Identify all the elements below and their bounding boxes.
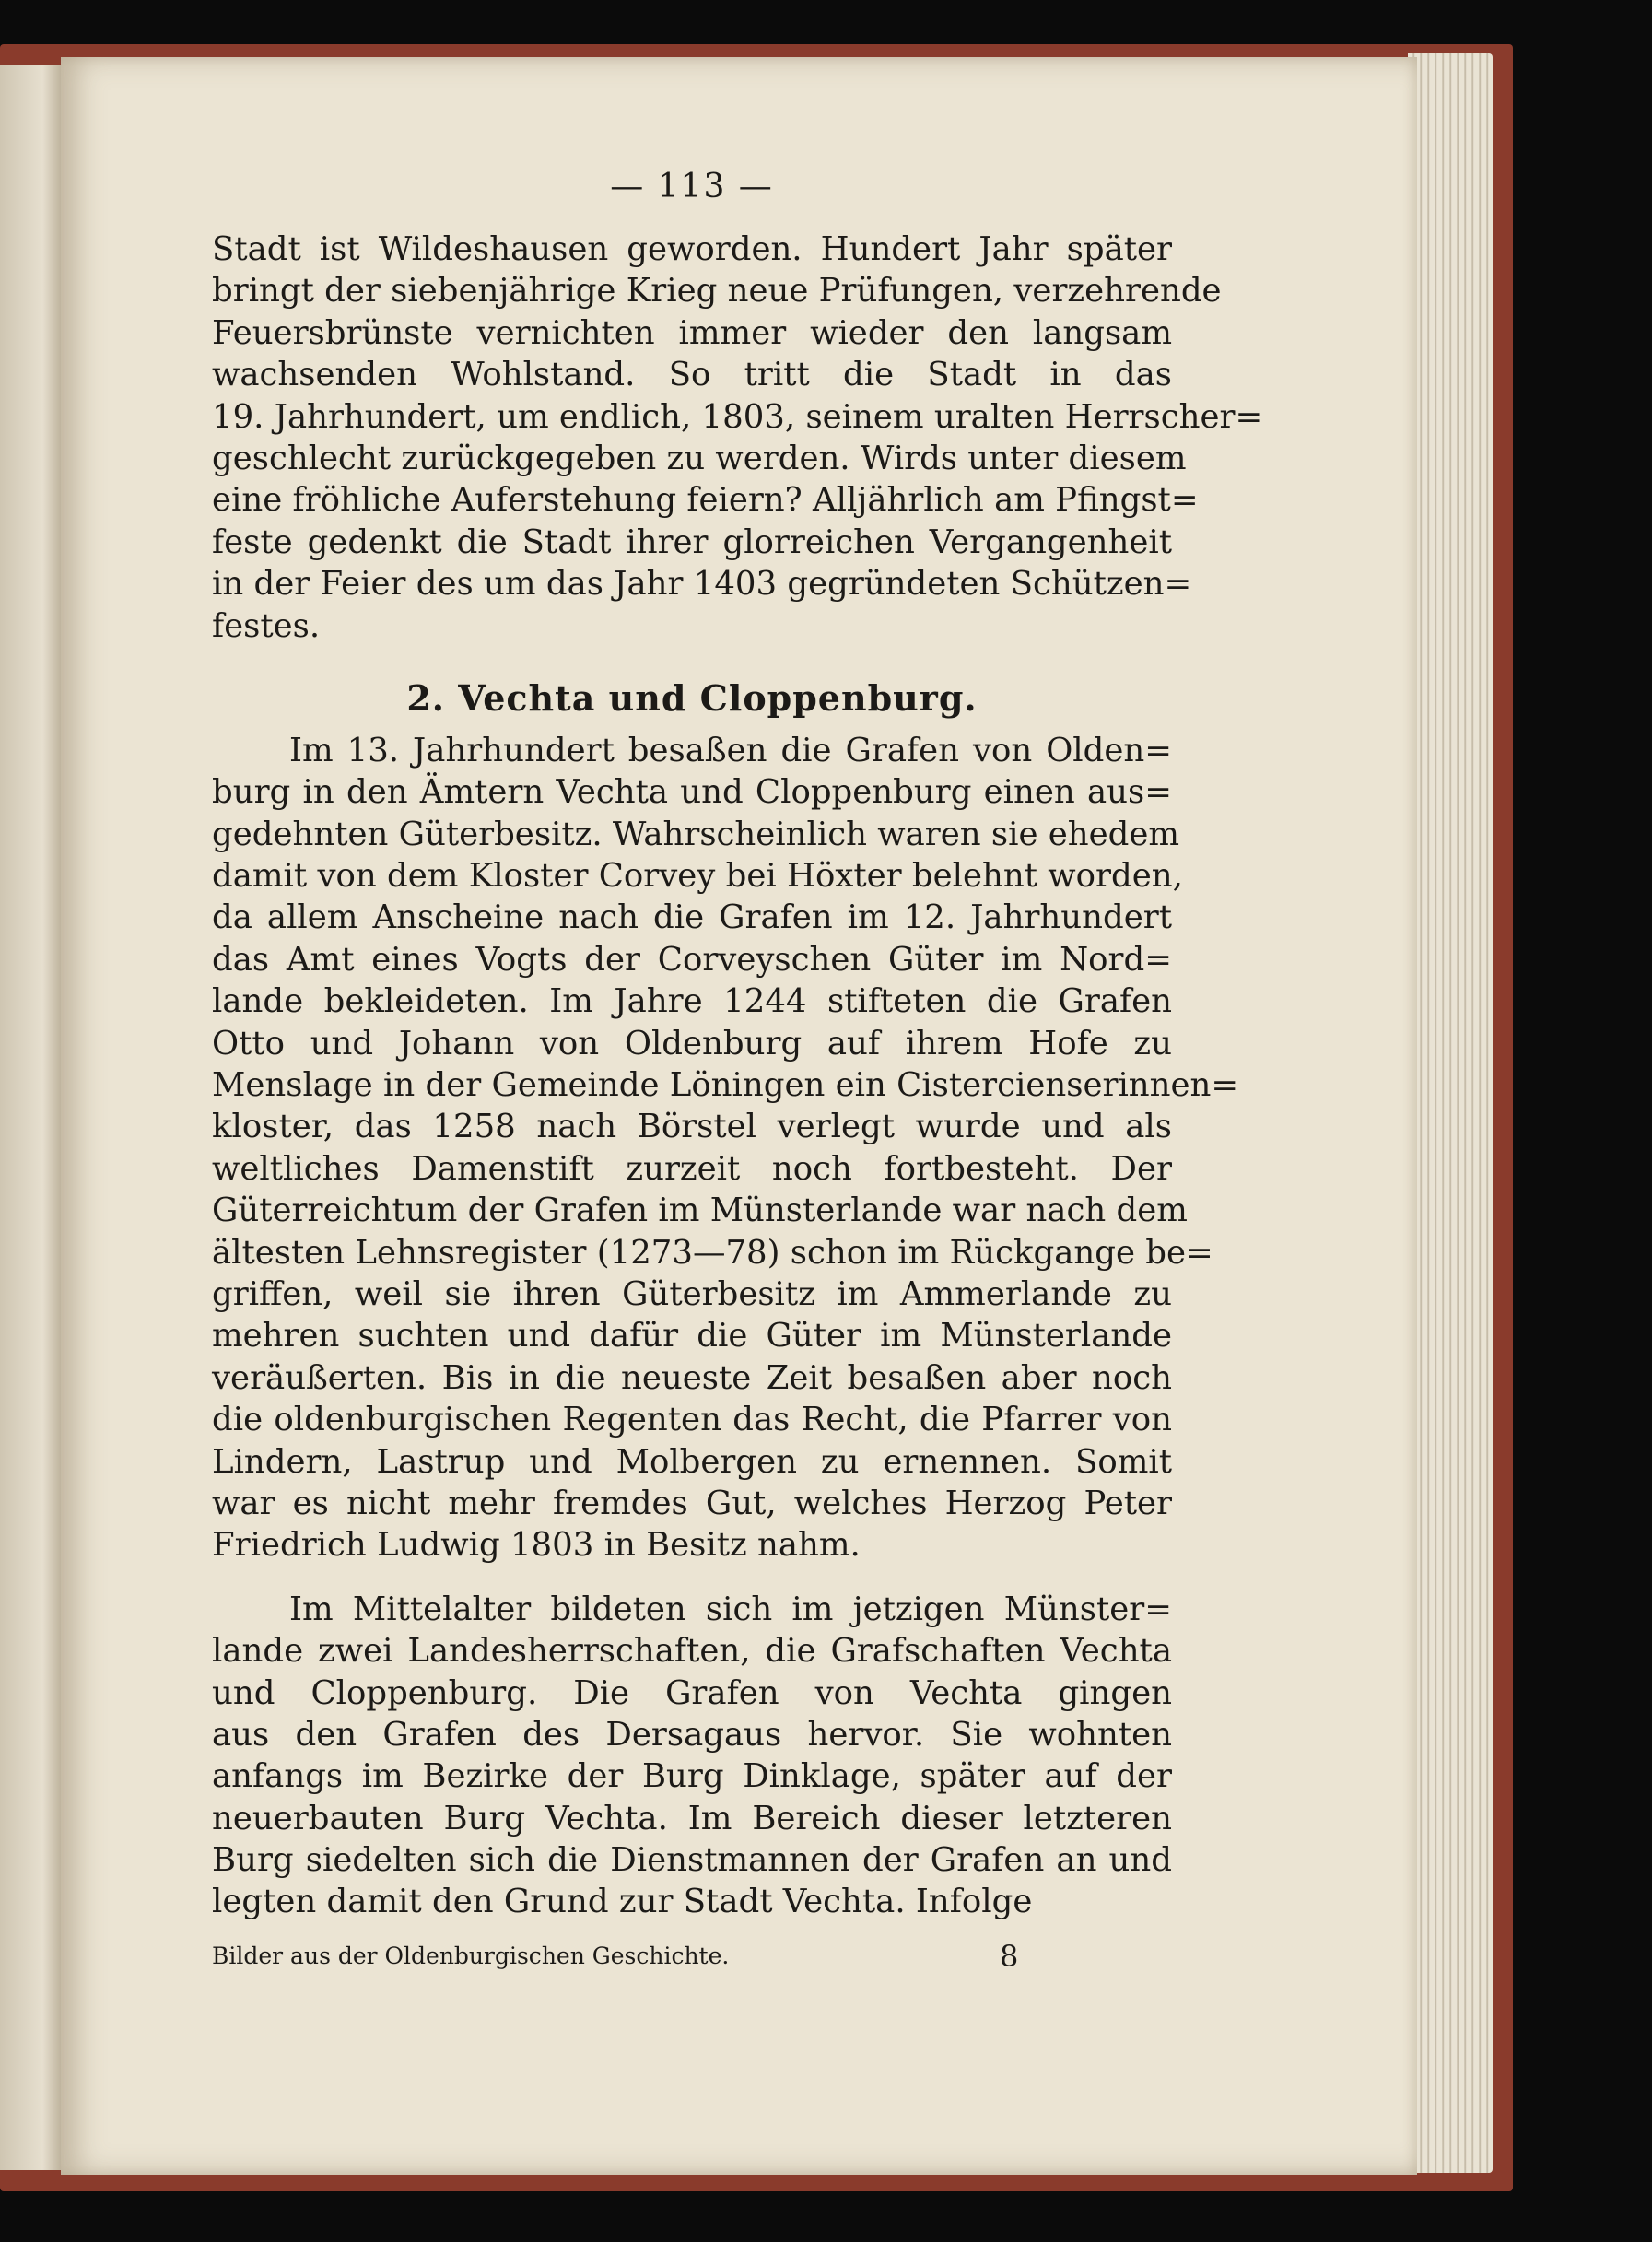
text-line: mehren suchten und dafür die Güter im Münsterlande [212,1317,1172,1356]
text-line: in der Feier des um das Jahr 1403 gegründeten Schützen= [212,565,1192,604]
paragraph-3 [212,1589,1172,1923]
paragraph-2 [212,730,1239,1567]
text-line: Lindern, Lastrup und Molbergen zu ernennen. Somit [212,1442,1172,1481]
text-line: griffen, weil sie ihren Güterbesitz im Ammerlande zu [212,1274,1172,1313]
text-line: damit von dem Kloster Corvey bei Höxter belehnt worden, [212,857,1183,896]
text-line: bringt der siebenjährige Krieg neue Prüfungen, verzehrende [212,272,1222,311]
text-line: neuerbauten Burg Vechta. Im Bereich dieser letzteren [212,1799,1172,1837]
text-line: Im 13. Jahrhundert besaßen die Grafen von Olden= [289,731,1172,769]
text-line: und Cloppenburg. Die Grafen von Vechta gingen [212,1673,1172,1712]
text-line: lande bekleideten. Im Jahre 1244 stifteten die Grafen [212,982,1172,1021]
text-line: kloster, das 1258 nach Börstel verlegt wurde und als [212,1108,1172,1146]
text-line: war es nicht mehr fremdes Gut, welches Herzog Peter [212,1484,1172,1522]
text-line: die oldenburgischen Regenten das Recht, die Pfarrer von [212,1401,1172,1439]
page-stack-edge [1408,53,1493,2173]
paragraph-1 [212,229,1263,647]
page-number: — 113 — [610,168,774,205]
text-line: 19. Jahrhundert, um endlich, 1803, seinem uralten Herrscher= [212,397,1263,436]
text-line: das Amt eines Vogts der Corveyschen Güter im Nord= [212,940,1172,979]
facing-page-edge [0,65,61,2170]
text-line: legten damit den Grund zur Stadt Vechta. Infolge [212,1883,1033,1921]
text-line: veräußerten. Bis in die neueste Zeit besaßen aber noch [212,1358,1172,1397]
page-footer [212,1938,1172,1975]
text-line: festes. [212,606,321,645]
text-line: ältesten Lehnsregister (1273—78) schon im Rückgange be= [212,1233,1213,1272]
text-line: eine fröhliche Auferstehung feiern? Alljährlich am Pfingst= [212,481,1199,520]
text-line: Stadt ist Wildeshausen geworden. Hundert Jahr später [212,230,1172,268]
sheet-number: 8 [1000,1938,1019,1974]
text-line: lande zwei Landesherrschaften, die Grafschaften Vechta [212,1632,1172,1671]
text-line: geschlecht zurückgegeben zu werden. Wirds unter diesem [212,439,1187,477]
text-line: weltliches Damenstift zurzeit noch fortbesteht. Der [212,1149,1172,1188]
text-line: anfangs im Bezirke der Burg Dinklage, später auf der [212,1757,1172,1796]
text-line: Burg siedelten sich die Dienstmannen der Grafen an und [212,1841,1172,1880]
text-line: gedehnten Güterbesitz. Wahrscheinlich waren sie ehedem [212,815,1180,853]
text-line: Otto und Johann von Oldenburg auf ihrem Hofe zu [212,1024,1172,1062]
text-line: Menslage in der Gemeinde Löningen ein Cistercienserinnen= [212,1066,1239,1105]
text-line: da allem Anscheine nach die Grafen im 12. Jahrhundert [212,898,1172,937]
text-line: burg in den Ämtern Vechta und Cloppenburg einen aus= [212,773,1172,812]
text-line: Güterreichtum der Grafen im Münsterlande war nach dem [212,1191,1188,1230]
text-line: Im Mittelalter bildeten sich im jetzigen Münster= [289,1590,1172,1628]
text-block [212,166,1263,1975]
text-line: Friedrich Ludwig 1803 in Besitz nahm. [212,1526,861,1565]
book-page [61,57,1417,2175]
text-line: Feuersbrünste vernichten immer wieder den langsam [212,313,1172,352]
section-heading: 2. Vechta und Cloppenburg. [406,676,978,719]
signature-line: Bilder aus der Oldenburgischen Geschichte. [212,1942,730,1969]
text-line: feste gedenkt die Stadt ihrer glorreichen Vergangenheit [212,522,1172,561]
text-line: aus den Grafen des Dersagaus hervor. Sie wohnten [212,1715,1172,1754]
text-line: wachsenden Wohlstand. So tritt die Stadt in das [212,356,1172,394]
